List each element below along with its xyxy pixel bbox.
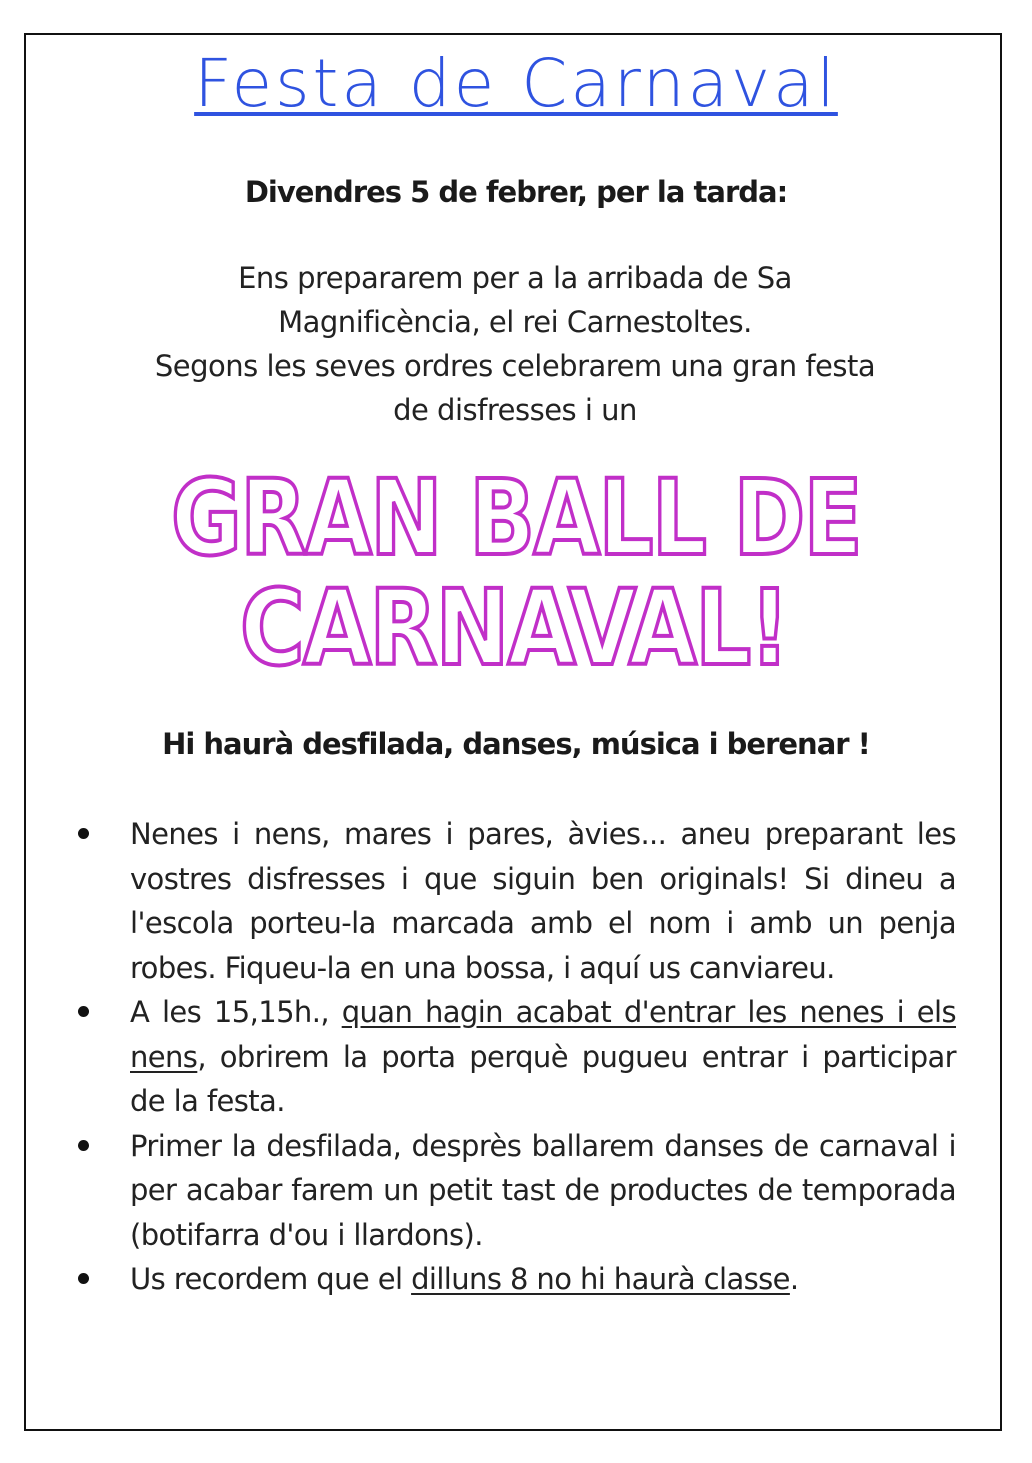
bullet-text-3: Primer la desfilada, desprès ballarem danses de carnaval i per acabar farem un petit tast de productes de temporada (botifarra d'ou i llardons). — [130, 1128, 956, 1252]
big-ball-line-1: GRAN BALL DE — [171, 462, 861, 579]
list-item — [74, 812, 956, 990]
bullet-text-2-pre: A les 15,15h., — [130, 995, 342, 1029]
bullet-text-4-post: . — [789, 1262, 799, 1296]
list-item — [74, 990, 956, 1124]
intro-line-3: Segons les seves ordres celebrarem una gran festa — [154, 349, 876, 383]
bullet-text-4-pre: Us recordem que el — [130, 1262, 412, 1296]
intro-line-1: Ens prepararem per a la arribada de Sa — [238, 261, 792, 295]
activities-subtitle: Hi haurà desfilada, danses, música i berenar ! — [162, 727, 870, 761]
page-title — [0, 44, 1032, 124]
page-title-text: Festa de Carnaval — [194, 45, 838, 122]
big-ball-heading — [0, 462, 1032, 682]
bullet-dot-icon — [78, 1273, 89, 1284]
bullet-dot-icon — [78, 1006, 89, 1017]
bullet-text-1: Nenes i nens, mares i pares, àvies... aneu preparant les vostres disfresses i que siguin ben originals! Si dineu a l'escola porteu-la marcada amb el nom i amb un penja robes. Fiqueu-la en una bossa, i aquí us canviareu. — [130, 817, 956, 985]
bullet-text-2-post: , obrirem la porta perquè pugueu entrar i participar de la festa. — [130, 1039, 956, 1118]
bullet-dot-icon — [78, 828, 89, 839]
intro-line-2: Magnificència, el rei Carnestoltes. — [278, 305, 752, 339]
list-item — [74, 1257, 956, 1302]
bullet-dot-icon — [78, 1140, 89, 1151]
date-line: Divendres 5 de febrer, per la tarda: — [244, 175, 788, 209]
bullet-text-4-underlined: dilluns 8 no hi haurà classe — [411, 1262, 790, 1296]
intro-line-4: de disfresses i un — [393, 393, 637, 427]
intro-paragraph — [80, 256, 950, 432]
bullet-text-2-underlined: quan hagin acabat d'entrar les nenes i els nens — [130, 995, 956, 1074]
info-list — [74, 812, 956, 1302]
list-item — [74, 1124, 956, 1258]
big-ball-line-2: CARNAVAL! — [240, 567, 788, 682]
